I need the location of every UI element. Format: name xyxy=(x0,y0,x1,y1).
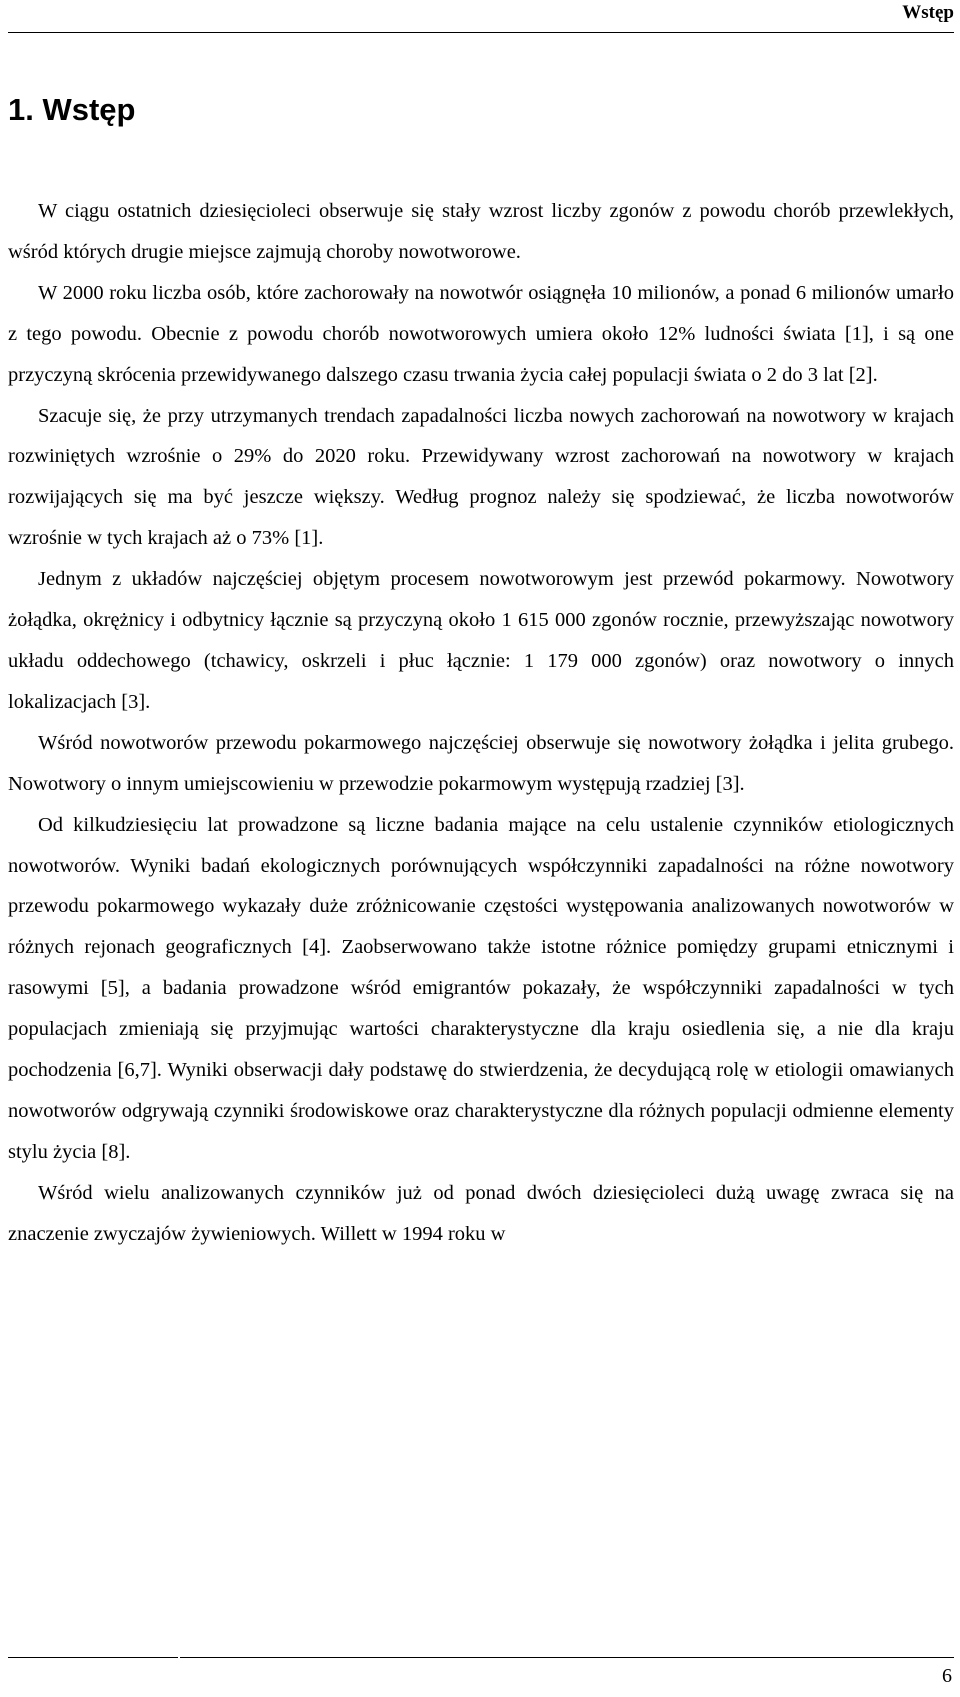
footer-rule xyxy=(8,1657,178,1658)
paragraph-3: Szacuje się, że przy utrzymanych trendach zapadalności liczba nowych zachorowań na nowotwory w krajach rozwiniętych wzrośnie o 29% do 2020 roku. Przewidywany wzrost zachorowań na nowotwory w krajach rozwijających się ma być jeszcze większy. Według prognoz należy się spodziewać, że liczba nowotworów wzrośnie w tych krajach aż o 73% [1]. xyxy=(8,404,954,550)
paragraph-5: Wśród nowotworów przewodu pokarmowego najczęściej obserwuje się nowotwory żołądka i jelita grubego. Nowotwory o innym umiejscowieniu w przewodzie pokarmowym występują rzadziej [3]. xyxy=(8,731,954,795)
chapter-heading: 1. Wstęp xyxy=(8,92,136,127)
footer-rule-right xyxy=(180,1657,954,1658)
paragraph-7: Wśród wielu analizowanych czynników już od ponad dwóch dziesięcioleci dużą uwagę zwraca się na znaczenie zwyczajów żywieniowych. Willett w 1994 roku w xyxy=(8,1181,954,1245)
paragraph-1: W ciągu ostatnich dziesięcioleci obserwuje się stały wzrost liczby zgonów z powodu chorób przewlekłych, wśród których drugie miejsce zajmują choroby nowotworowe. xyxy=(8,200,954,263)
page-number: 6 xyxy=(942,1665,952,1687)
paragraph-2: W 2000 roku liczba osób, które zachorowały na nowotwór osiągnęła 10 milionów, a ponad 6 milionów umarło z tego powodu. Obecnie z powodu chorób nowotworowych umiera około 12% ludności świata [1], i są one przyczyną skrócenia przewidywanego dalszego czasu trwania życia całej populacji świata o 2 do 3 lat [2]. xyxy=(8,281,954,386)
header-rule xyxy=(8,32,954,33)
paragraph-4: Jednym z układów najczęściej objętym procesem nowotworowym jest przewód pokarmowy. Nowotwory żołądka, okrężnicy i odbytnicy łącznie są przyczyną około 1 615 000 zgonów rocznie, przewyższając nowotwory układu oddechowego (tchawicy, oskrzeli i płuc łącznie: 1 179 000 zgonów) oraz nowotwory o innych lokalizacjach [3]. xyxy=(8,568,954,713)
body-text xyxy=(8,191,954,1255)
paragraph-6: Od kilkudziesięciu lat prowadzone są liczne badania mające na celu ustalenie czynników etiologicznych nowotworów. Wyniki badań ekologicznych porównujących współczynniki zapadalności na różne nowotwory przewodu pokarmowego wykazały duże zróżnicowanie częstości występowania analizowanych nowotworów w różnych rejonach geograficznych [4]. Zaobserwowano także istotne różnice pomiędzy grupami etnicznymi i rasowymi [5], a badania prowadzone wśród emigrantów pokazały, że współczynniki zapadalności w tych populacjach zmieniają się przyjmując wartości charakterystyczne dla kraju osiedlenia się, a nie dla kraju pochodzenia [6,7]. Wyniki obserwacji dały podstawę do stwierdzenia, że decydującą rolę w etiologii omawianych nowotworów odgrywają czynniki środowiskowe oraz charakterystyczne dla różnych populacji odmienne elementy stylu życia [8]. xyxy=(8,813,954,1163)
running-header: Wstęp xyxy=(902,2,954,23)
